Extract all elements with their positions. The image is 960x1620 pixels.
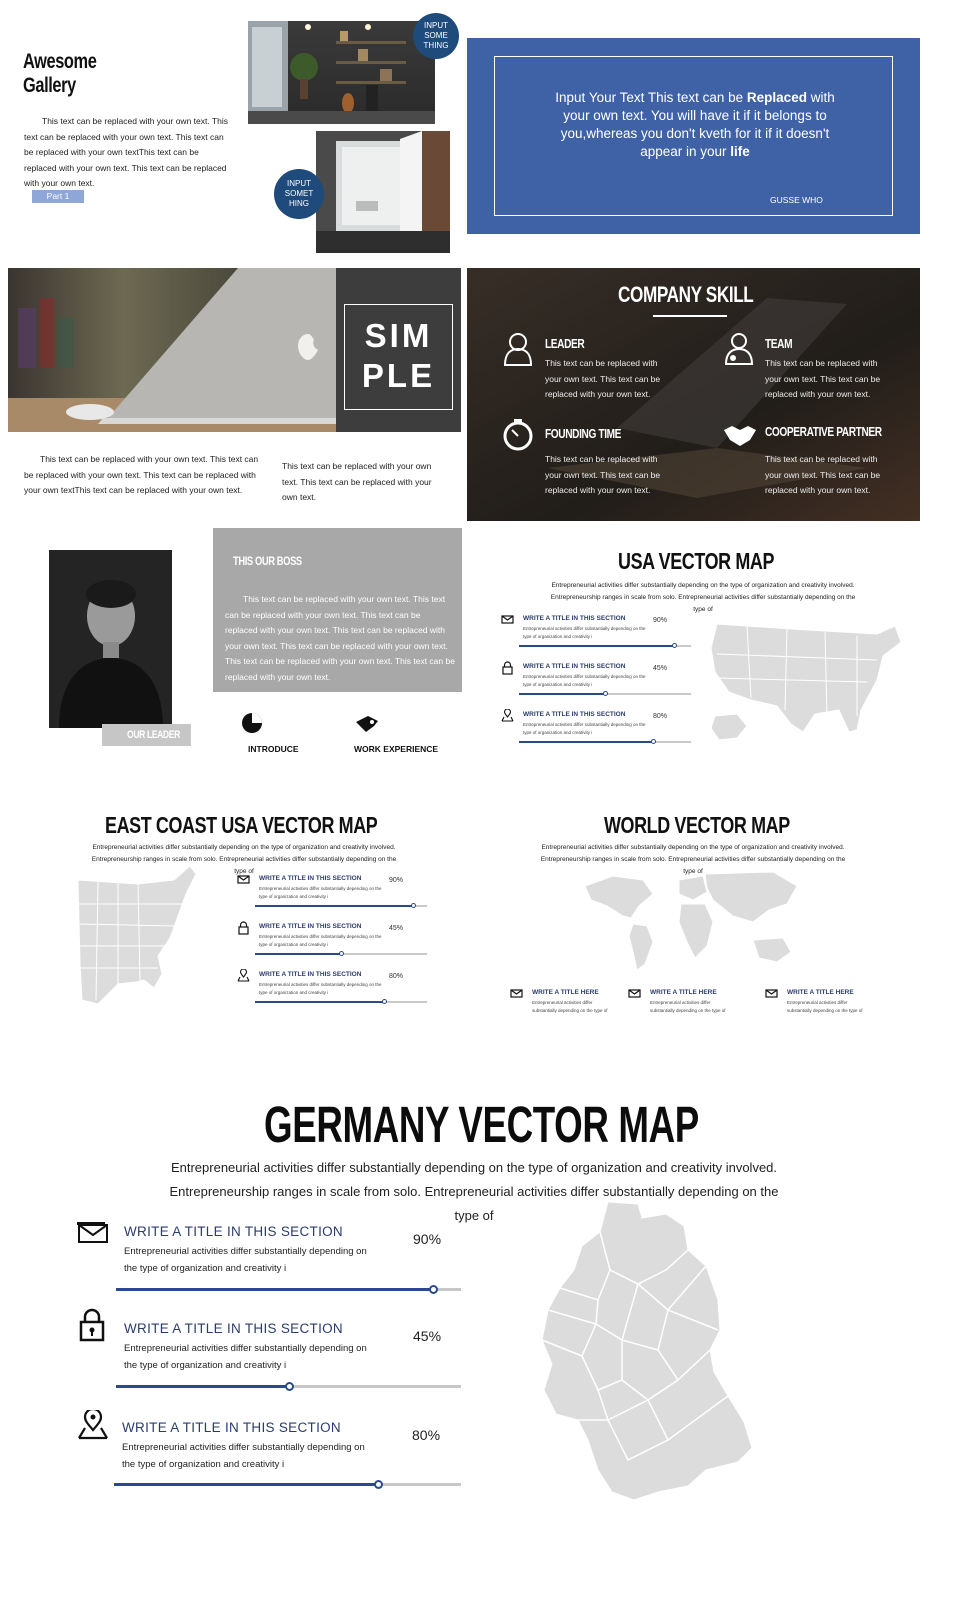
- germany-section1-bar[interactable]: [116, 1288, 461, 1291]
- germany-desc-line3: type of: [454, 1208, 494, 1223]
- boss-heading: THIS OUR BOSS: [233, 554, 302, 568]
- east-section-desc: Entrepreneurial activities differ substantially depending on the type of organization and creativity i: [259, 934, 382, 947]
- east-section-pct: 90%: [389, 877, 404, 884]
- usa-section-pct: 45%: [653, 665, 668, 672]
- east-section-bar[interactable]: [255, 1001, 427, 1003]
- germany-section1-pct: 90%: [413, 1231, 442, 1247]
- east-section: [237, 873, 439, 917]
- usa-section: [501, 709, 703, 753]
- germany-section1-desc1: Entrepreneurial activities differ substantially depending on: [124, 1246, 367, 1257]
- usa-section-bar-fill: [519, 741, 653, 743]
- simple-line2: PLE: [361, 357, 436, 394]
- lock-icon: [501, 661, 515, 675]
- usa-section-bar[interactable]: [519, 741, 691, 743]
- east-section-title: WRITE A TITLE IN THIS SECTION: [259, 923, 362, 930]
- world-desc-line1: Entrepreneurial activities differ substantially depending on the type of organization and creativity involved.: [541, 844, 845, 851]
- skill-partner-title: COOPERATIVE PARTNER: [765, 424, 882, 439]
- usa-section-pct: 80%: [653, 713, 668, 720]
- company-skill-slide: [467, 268, 920, 521]
- gallery-photo-door: [316, 131, 450, 253]
- germany-section1-fill: [116, 1288, 433, 1291]
- usa-desc-line3: type of: [693, 606, 713, 613]
- pie-chart-icon: [240, 711, 264, 735]
- quote-text-a: Input Your Text This text can be: [555, 90, 747, 105]
- usa-section: [501, 613, 703, 657]
- quote-text: [545, 89, 845, 161]
- simple-line1: SIM: [364, 317, 433, 354]
- east-section: [237, 969, 439, 1013]
- usa-section-title: WRITE A TITLE IN THIS SECTION: [523, 711, 626, 718]
- east-desc-line1: Entrepreneurial activities differ substantially depending on the type of organization and creativity involved.: [92, 844, 396, 851]
- germany-desc-line2: Entrepreneurship ranges in scale from solo. Entrepreneurial activities differ substantially depending on the: [169, 1184, 779, 1199]
- skill-leader-text: This text can be replaced with your own text. This text can be replaced with your own text.: [545, 358, 661, 399]
- usa-map-title: USA VECTOR MAP: [618, 548, 775, 574]
- gallery-title: [23, 50, 96, 98]
- handshake-icon: [723, 422, 757, 448]
- gallery-slide: [8, 10, 463, 260]
- envelope-icon: [501, 613, 515, 627]
- germany-section3-title: WRITE A TITLE IN THIS SECTION: [122, 1420, 341, 1435]
- simple-right-text: This text can be replaced with your own text. This text can be replaced with your own text.: [282, 461, 432, 502]
- usa-section-title: WRITE A TITLE IN THIS SECTION: [523, 663, 626, 670]
- usa-map-desc: [507, 580, 899, 616]
- boss-slide: [8, 528, 463, 768]
- usa-section: [501, 661, 703, 705]
- usa-map-slide: [467, 540, 920, 770]
- usa-section-bar-knob[interactable]: [651, 739, 656, 744]
- germany-section2-fill: [116, 1385, 289, 1388]
- skill-founding-title: FOUNDING TIME: [545, 426, 622, 441]
- world-item-title: WRITE A TITLE HERE: [650, 989, 717, 996]
- world-item-title: WRITE A TITLE HERE: [787, 989, 854, 996]
- usa-section-desc: Entrepreneurial activities differ substantially depending on the type of organization and creativity i: [523, 722, 646, 735]
- usa-section-bar-knob[interactable]: [672, 643, 677, 648]
- germany-section2-desc2: the type of organization and creativity i: [124, 1360, 287, 1371]
- work-experience-label[interactable]: WORK EXPERIENCE: [354, 744, 439, 754]
- germany-section1-desc: [124, 1243, 367, 1277]
- usa-section-bar[interactable]: [519, 645, 691, 647]
- world-item-title: WRITE A TITLE HERE: [532, 989, 599, 996]
- germany-section3-pct: 80%: [412, 1427, 441, 1443]
- usa-section-pct: 90%: [653, 617, 668, 624]
- germany-section2-title: WRITE A TITLE IN THIS SECTION: [124, 1321, 343, 1336]
- badge-input-something-bottom: [274, 169, 324, 219]
- east-map-slide: [8, 800, 463, 1030]
- world-item-desc: Entrepreneurial activities differ substantially depending on the type of: [787, 1000, 863, 1013]
- germany-map-slide: [0, 1080, 960, 1620]
- our-leader-label: OUR LEADER: [102, 724, 191, 746]
- usa-section-bar-fill: [519, 693, 605, 695]
- germany-section3-knob[interactable]: [374, 1480, 383, 1489]
- quote-text-b: with your own text. You will have it if it belongs to you,whereas you don't kveth for it if it doesn't appear in your: [560, 90, 835, 159]
- lock-icon: [78, 1308, 106, 1342]
- germany-section2-desc1: Entrepreneurial activities differ substantially depending on: [124, 1343, 367, 1354]
- germany-desc-line1: Entrepreneurial activities differ substantially depending on the type of organization and creativity involved.: [170, 1160, 778, 1175]
- map-pin-icon: [237, 969, 251, 983]
- east-section-bar[interactable]: [255, 905, 427, 907]
- east-section-pct: 45%: [389, 925, 404, 932]
- germany-section3-desc2: the type of organization and creativity i: [122, 1459, 285, 1470]
- stopwatch-icon: [501, 418, 535, 452]
- germany-section3-bar[interactable]: [114, 1483, 461, 1486]
- east-section-desc: Entrepreneurial activities differ substantially depending on the type of organization and creativity i: [259, 886, 382, 899]
- east-section-title: WRITE A TITLE IN THIS SECTION: [259, 971, 362, 978]
- germany-section2-pct: 45%: [413, 1328, 442, 1344]
- gallery-body: This text can be replaced with your own text. This text can be replaced with your own text. This text can be replaced with your own textThis text can be replaced with your own text. This text can be replaced with your own text.: [24, 116, 228, 188]
- usa-section-bar-knob[interactable]: [603, 691, 608, 696]
- east-map-title: EAST COAST USA VECTOR MAP: [105, 812, 378, 838]
- envelope-icon: [237, 873, 251, 887]
- germany-map-image: [538, 1200, 778, 1510]
- germany-section1-title: WRITE A TITLE IN THIS SECTION: [124, 1224, 343, 1239]
- skill-founding-text: This text can be replaced with your own text. This text can be replaced with your own text.: [545, 454, 661, 495]
- usa-section-bar[interactable]: [519, 693, 691, 695]
- skill-team-text: This text can be replaced with your own text. This text can be replaced with your own text.: [765, 358, 881, 399]
- envelope-icon: [510, 987, 524, 999]
- quote-bold-replaced: Replaced: [746, 90, 807, 105]
- germany-map-title: GERMANY VECTOR MAP: [264, 1096, 699, 1153]
- usa-desc-line2: Entrepreneurship ranges in scale from solo. Entrepreneurial activities differ substantially depending on the: [550, 594, 856, 601]
- east-section-pct: 80%: [389, 973, 404, 980]
- east-section: [237, 921, 439, 965]
- quote-frame: [494, 56, 893, 216]
- world-item-desc: Entrepreneurial activities differ substantially depending on the type of: [532, 1000, 608, 1013]
- laptop-photo-image: [8, 268, 336, 432]
- gallery-title-line1: Awesome: [23, 50, 97, 73]
- germany-section1-desc2: the type of organization and creativity i: [124, 1263, 287, 1274]
- badge-input-something-top: [413, 13, 459, 59]
- germany-section2-knob[interactable]: [285, 1382, 294, 1391]
- door-photo-image: [316, 131, 450, 253]
- east-desc-line3: type of: [234, 868, 254, 875]
- east-section-bar[interactable]: [255, 953, 427, 955]
- usa-section-title: WRITE A TITLE IN THIS SECTION: [523, 615, 626, 622]
- gallery-title-line2: Gallery: [23, 74, 76, 97]
- skill-title-underline: [653, 315, 727, 317]
- usa-map-image: [707, 620, 905, 748]
- envelope-icon: [765, 987, 779, 999]
- quote-slide: [467, 38, 920, 234]
- east-section-bar-fill: [255, 953, 341, 955]
- germany-section3-desc1: Entrepreneurial activities differ substantially depending on: [122, 1442, 365, 1453]
- shelves-photo-image: [248, 21, 435, 124]
- east-section-bar-knob[interactable]: [382, 999, 387, 1004]
- introduce-label[interactable]: INTRODUCE: [248, 744, 299, 754]
- laptop-photo: [8, 268, 336, 432]
- envelope-icon: [628, 987, 642, 999]
- lock-icon: [237, 921, 251, 935]
- envelope-icon: [77, 1220, 109, 1244]
- leader-portrait: [49, 550, 172, 728]
- badge-top-text: INPUT SOME THING: [423, 21, 449, 50]
- simple-dark-panel: [336, 268, 461, 432]
- usa-section-bar-fill: [519, 645, 674, 647]
- germany-section3-desc: [122, 1439, 365, 1473]
- leader-portrait-image: [49, 550, 172, 728]
- team-icon: [723, 332, 755, 366]
- east-section-desc: Entrepreneurial activities differ substantially depending on the type of organization and creativity i: [259, 982, 382, 995]
- germany-section2-desc: [124, 1340, 367, 1374]
- east-section-bar-knob[interactable]: [411, 903, 416, 908]
- east-section-title: WRITE A TITLE IN THIS SECTION: [259, 875, 362, 882]
- quote-author: GUSSE WHO: [770, 195, 823, 205]
- user-icon: [503, 332, 533, 366]
- east-desc-line2: Entrepreneurship ranges in scale from solo. Entrepreneurial activities differ substantially depending on the: [91, 856, 397, 863]
- simple-slide: [8, 268, 463, 520]
- boss-info-panel: [213, 528, 462, 692]
- world-desc-line3: type of: [683, 868, 703, 875]
- usa-section-desc: Entrepreneurial activities differ substantially depending on the type of organization and creativity i: [523, 674, 646, 687]
- part-1-button[interactable]: Part 1: [32, 190, 84, 203]
- company-skill-title: COMPANY SKILL: [618, 282, 754, 307]
- quote-bold-life: life: [730, 144, 750, 159]
- world-map-slide: [467, 800, 920, 1030]
- boss-text: This text can be replaced with your own text. This text can be replaced with your own text. This text can be replaced with your own text. This text can be replaced with your own text. This text can be replaced with your own text. This text can be replaced with your own text. This text can be replaced with your own text.: [225, 594, 455, 682]
- skill-partner-text: This text can be replaced with your own text. This text can be replaced with your own text.: [765, 454, 881, 495]
- simple-left-text: This text can be replaced with your own text. This text can be replaced with your own text. This text can be replaced with your own textThis text can be replaced with your own text.: [24, 454, 259, 495]
- east-section-bar-fill: [255, 905, 413, 907]
- east-section-bar-knob[interactable]: [339, 951, 344, 956]
- world-item-desc: Entrepreneurial activities differ substantially depending on the type of: [650, 1000, 726, 1013]
- germany-section2-bar[interactable]: [116, 1385, 461, 1388]
- germany-section1-knob[interactable]: [429, 1285, 438, 1294]
- skill-team-title: TEAM: [765, 336, 793, 351]
- usa-desc-line1: Entrepreneurial activities differ substantially depending on the type of organization and creativity involved.: [551, 582, 855, 589]
- world-desc-line2: Entrepreneurship ranges in scale from solo. Entrepreneurial activities differ substantially depending on the: [540, 856, 846, 863]
- simple-frame: [344, 304, 453, 410]
- east-section-bar-fill: [255, 1001, 384, 1003]
- map-pin-icon: [501, 709, 515, 723]
- skill-leader-title: LEADER: [545, 336, 585, 351]
- usa-section-desc: Entrepreneurial activities differ substantially depending on the type of organization and creativity i: [523, 626, 646, 639]
- world-map-title: WORLD VECTOR MAP: [604, 812, 790, 838]
- gallery-photo-shelves: [248, 21, 435, 124]
- briefcase-icon: [354, 714, 380, 736]
- badge-bottom-text: INPUT SOMET HING: [284, 179, 314, 208]
- germany-section3-fill: [114, 1483, 378, 1486]
- map-pin-icon: [77, 1410, 109, 1440]
- east-coast-map-image: [78, 864, 198, 1006]
- world-map-image: [583, 866, 803, 976]
